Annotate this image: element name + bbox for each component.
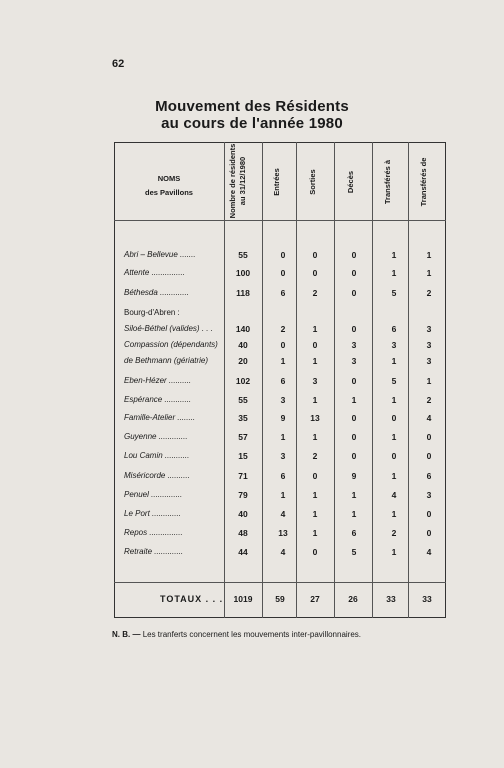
pavilion-name: Attente ............... — [124, 268, 185, 277]
transferes-a-cell: 1 — [391, 471, 397, 481]
transferes-a-cell: 1 — [391, 250, 397, 260]
transferes-de-cell: 4 — [426, 413, 432, 423]
header-noms — [114, 172, 224, 200]
entrees-cell: 9 — [280, 413, 286, 423]
residents-cell: 102 — [235, 376, 251, 386]
table-row — [0, 248, 504, 264]
totals-label: TOTAUX . . . — [160, 594, 224, 604]
pavilion-name: Compassion (dépendants) — [124, 340, 218, 349]
entrees-cell: 0 — [280, 250, 286, 260]
deces-cell: 0 — [351, 324, 357, 334]
transferes-a-cell: 1 — [391, 509, 397, 519]
pavilion-name: Repos ............... — [124, 528, 183, 537]
header-transferes-de: Transférés de — [419, 157, 428, 207]
residents-cell: 44 — [238, 547, 248, 557]
transferes-a-cell: 0 — [391, 413, 397, 423]
entrees-cell: 3 — [280, 395, 286, 405]
residents-cell: 35 — [238, 413, 248, 423]
transferes-de-cell: 2 — [426, 288, 432, 298]
totals-rule — [114, 582, 446, 583]
pavilion-name: Retraite ............. — [124, 547, 184, 556]
transferes-a-cell: 5 — [391, 288, 397, 298]
total-entrees: 59 — [275, 594, 285, 604]
deces-cell: 0 — [351, 413, 357, 423]
transferes-a-cell: 1 — [391, 268, 397, 278]
table-row — [0, 507, 504, 523]
transferes-de-cell: 3 — [426, 340, 432, 350]
total-transferes-a: 33 — [386, 594, 396, 604]
footnote — [112, 630, 361, 639]
entrees-cell: 4 — [280, 547, 286, 557]
residents-cell: 100 — [235, 268, 251, 278]
sorties-cell: 0 — [312, 268, 318, 278]
sorties-cell: 0 — [312, 250, 318, 260]
deces-cell: 0 — [351, 432, 357, 442]
residents-cell: 20 — [238, 356, 248, 366]
sorties-cell: 1 — [312, 356, 318, 366]
transferes-de-cell: 3 — [426, 324, 432, 334]
deces-cell: 6 — [351, 528, 357, 538]
pavilion-name: Miséricorde .......... — [124, 471, 190, 480]
sorties-cell: 13 — [310, 413, 320, 423]
pavilion-name: Abri – Bellevue ....... — [124, 250, 196, 259]
transferes-de-cell: 0 — [426, 451, 432, 461]
transferes-a-cell: 4 — [391, 490, 397, 500]
sorties-cell: 2 — [312, 451, 318, 461]
sorties-cell: 0 — [312, 340, 318, 350]
transferes-a-cell: 6 — [391, 324, 397, 334]
table-row — [0, 393, 504, 409]
total-deces: 26 — [348, 594, 358, 604]
sorties-cell: 2 — [312, 288, 318, 298]
footnote-text: Les tranferts concernent les mouvements inter-pavillonnaires. — [142, 630, 362, 639]
transferes-de-cell: 3 — [426, 490, 432, 500]
transferes-a-cell: 5 — [391, 376, 397, 386]
residents-cell: 79 — [238, 490, 248, 500]
footnote-prefix: N. B. — — [112, 630, 141, 639]
pavilion-name: de Bethmann (gériatrie) — [124, 356, 209, 365]
transferes-de-cell: 4 — [426, 547, 432, 557]
transferes-de-cell: 0 — [426, 432, 432, 442]
transferes-a-cell: 1 — [391, 356, 397, 366]
residents-cell: 57 — [238, 432, 248, 442]
transferes-a-cell: 3 — [391, 340, 397, 350]
residents-cell: 140 — [235, 324, 251, 334]
residents-cell: 15 — [238, 451, 248, 461]
header-noms-line2: des Pavillons — [145, 188, 193, 197]
table-row — [0, 374, 504, 390]
deces-cell: 1 — [351, 395, 357, 405]
sorties-cell: 3 — [312, 376, 318, 386]
pavilion-name: Guyenne ............. — [124, 432, 188, 441]
sorties-cell: 1 — [312, 528, 318, 538]
entrees-cell: 6 — [280, 288, 286, 298]
transferes-de-cell: 1 — [426, 376, 432, 386]
page-title — [0, 98, 504, 132]
deces-cell: 9 — [351, 471, 357, 481]
deces-cell: 0 — [351, 250, 357, 260]
table-row — [0, 266, 504, 282]
deces-cell: 3 — [351, 356, 357, 366]
deces-cell: 5 — [351, 547, 357, 557]
deces-cell: 0 — [351, 376, 357, 386]
table-row — [0, 526, 504, 542]
residents-cell: 48 — [238, 528, 248, 538]
sorties-cell: 1 — [312, 509, 318, 519]
page-number: 62 — [112, 58, 125, 70]
table-row — [0, 411, 504, 427]
pavilion-name: Béthesda ............. — [124, 288, 189, 297]
sorties-cell: 1 — [312, 490, 318, 500]
table-row — [0, 545, 504, 561]
total-transferes-de: 33 — [422, 594, 432, 604]
table-row — [0, 286, 504, 302]
pavilion-name: Famille-Atelier ........ — [124, 413, 196, 422]
transferes-de-cell: 1 — [426, 250, 432, 260]
sorties-cell: 0 — [312, 547, 318, 557]
deces-cell: 1 — [351, 490, 357, 500]
header-entrees: Entrées — [272, 168, 281, 196]
pavilion-name: Lou Camin ........... — [124, 451, 190, 460]
table-row — [0, 488, 504, 504]
transferes-de-cell: 3 — [426, 356, 432, 366]
entrees-cell: 1 — [280, 356, 286, 366]
pavilion-name: Siloé-Béthel (valides) . . . — [124, 324, 213, 333]
deces-cell: 0 — [351, 288, 357, 298]
entrees-cell: 6 — [280, 376, 286, 386]
transferes-de-cell: 0 — [426, 528, 432, 538]
transferes-de-cell: 2 — [426, 395, 432, 405]
pavilion-name: Espérance ............ — [124, 395, 192, 404]
entrees-cell: 1 — [280, 432, 286, 442]
transferes-a-cell: 1 — [391, 432, 397, 442]
entrees-cell: 6 — [280, 471, 286, 481]
residents-cell: 55 — [238, 395, 248, 405]
entrees-cell: 0 — [280, 268, 286, 278]
transferes-de-cell: 6 — [426, 471, 432, 481]
header-residents: Nombre de résidents au 31/12/1980 — [228, 143, 247, 219]
table-row — [0, 449, 504, 465]
title-line-2: au cours de l'année 1980 — [161, 115, 343, 132]
residents-cell: 118 — [236, 288, 250, 298]
table-row — [0, 306, 504, 322]
table-row — [0, 354, 504, 370]
transferes-de-cell: 0 — [426, 509, 432, 519]
residents-cell: 55 — [238, 250, 248, 260]
deces-cell: 0 — [351, 268, 357, 278]
total-residents: 1019 — [233, 594, 253, 604]
entrees-cell: 4 — [280, 509, 286, 519]
entrees-cell: 1 — [280, 490, 286, 500]
table-row — [0, 338, 504, 354]
transferes-a-cell: 2 — [391, 528, 397, 538]
pavilion-name: Penuel .............. — [124, 490, 183, 499]
entrees-cell: 3 — [280, 451, 286, 461]
pavilion-name: Le Port ............. — [124, 509, 181, 518]
entrees-cell: 0 — [280, 340, 286, 350]
header-deces: Décès — [346, 170, 355, 194]
header-noms-line1: NOMS — [157, 174, 181, 183]
transferes-a-cell: 1 — [391, 547, 397, 557]
entrees-cell: 13 — [278, 528, 288, 538]
sorties-cell: 1 — [312, 324, 318, 334]
residents-cell: 40 — [238, 509, 248, 519]
title-line-1: Mouvement des Résidents — [155, 98, 349, 115]
total-sorties: 27 — [310, 594, 320, 604]
transferes-a-cell: 1 — [391, 395, 397, 405]
deces-cell: 0 — [351, 451, 357, 461]
sorties-cell: 1 — [312, 395, 318, 405]
pavilion-name: Bourg-d'Abren : — [124, 308, 180, 317]
table-row — [0, 469, 504, 485]
residents-cell: 40 — [238, 340, 248, 350]
pavilion-name: Eben-Hézer .......... — [124, 376, 192, 385]
transferes-a-cell: 0 — [391, 451, 397, 461]
sorties-cell: 0 — [312, 471, 318, 481]
deces-cell: 3 — [351, 340, 357, 350]
deces-cell: 1 — [351, 509, 357, 519]
header-transferes-a: Transférés à — [383, 159, 392, 205]
table-row — [0, 322, 504, 338]
transferes-de-cell: 1 — [426, 268, 432, 278]
residents-cell: 71 — [238, 471, 248, 481]
sorties-cell: 1 — [312, 432, 318, 442]
header-sorties: Sorties — [308, 169, 317, 195]
table-row — [0, 430, 504, 446]
entrees-cell: 2 — [280, 324, 286, 334]
